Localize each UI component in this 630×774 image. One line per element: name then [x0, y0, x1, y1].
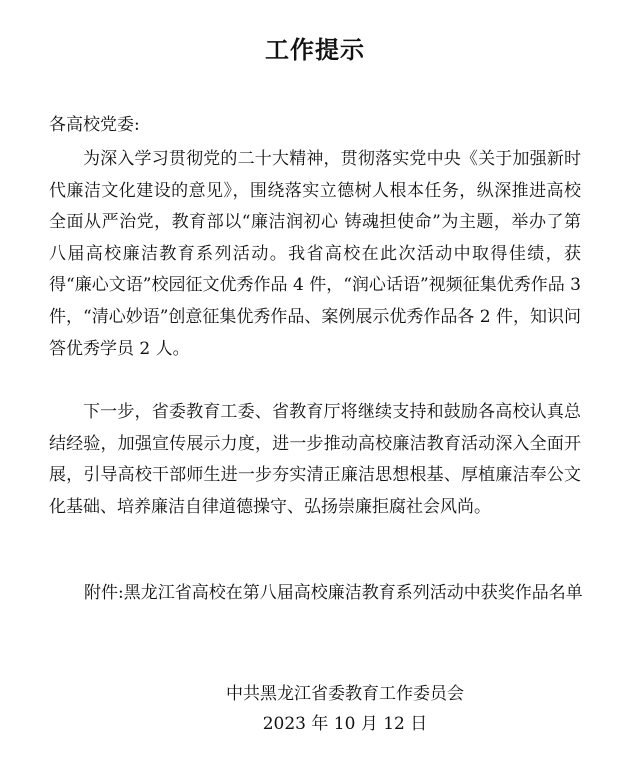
attachment-title: 黑龙江省高校在第八届高校廉洁教育系列活动中获奖作品名单 [123, 583, 583, 603]
attachment-label: 附件: [84, 583, 124, 603]
issue-date: 2023 年 10 月 12 日 [262, 714, 428, 734]
body-paragraph-2: 下一步，省委教育工委、省教育厅将继续支持和鼓励各高校认真总结经验，加强宣传展示力度，进一步推动高校廉洁教育活动深入全面开展，引导高校干部师生进一步夯实清正廉洁思想根基、厚植廉洁奉公文化基础、培养廉洁自律道德操守、弘扬崇廉拒腐社会风尚。 [49, 402, 581, 517]
signer-organization: 中共黑龙江省委教育工作委员会 [226, 684, 464, 704]
salutation: 各高校党委: [49, 115, 140, 135]
body-paragraph-1: 为深入学习贯彻党的二十大精神，贯彻落实党中央《关于加强新时代廉洁文化建设的意见》，围绕落实立德树人根本任务，纵深推进高校全面从严治党，教育部以“廉洁润初心 铸魂担使命”为主题，举办了第八届高校廉洁教育系列活动。我省高校在此次活动中取得佳绩，获得“廉心文语”校园征文优秀作品 4 件，“润心话语”视频征集优秀作品 3 件，“清心妙语”创意征集优秀作品、案例展示优秀作品各 2 件，知识问答优秀学员 2 人。 [49, 149, 582, 359]
attachment-line [84, 577, 584, 610]
document-title: 工作提示 [265, 36, 365, 64]
